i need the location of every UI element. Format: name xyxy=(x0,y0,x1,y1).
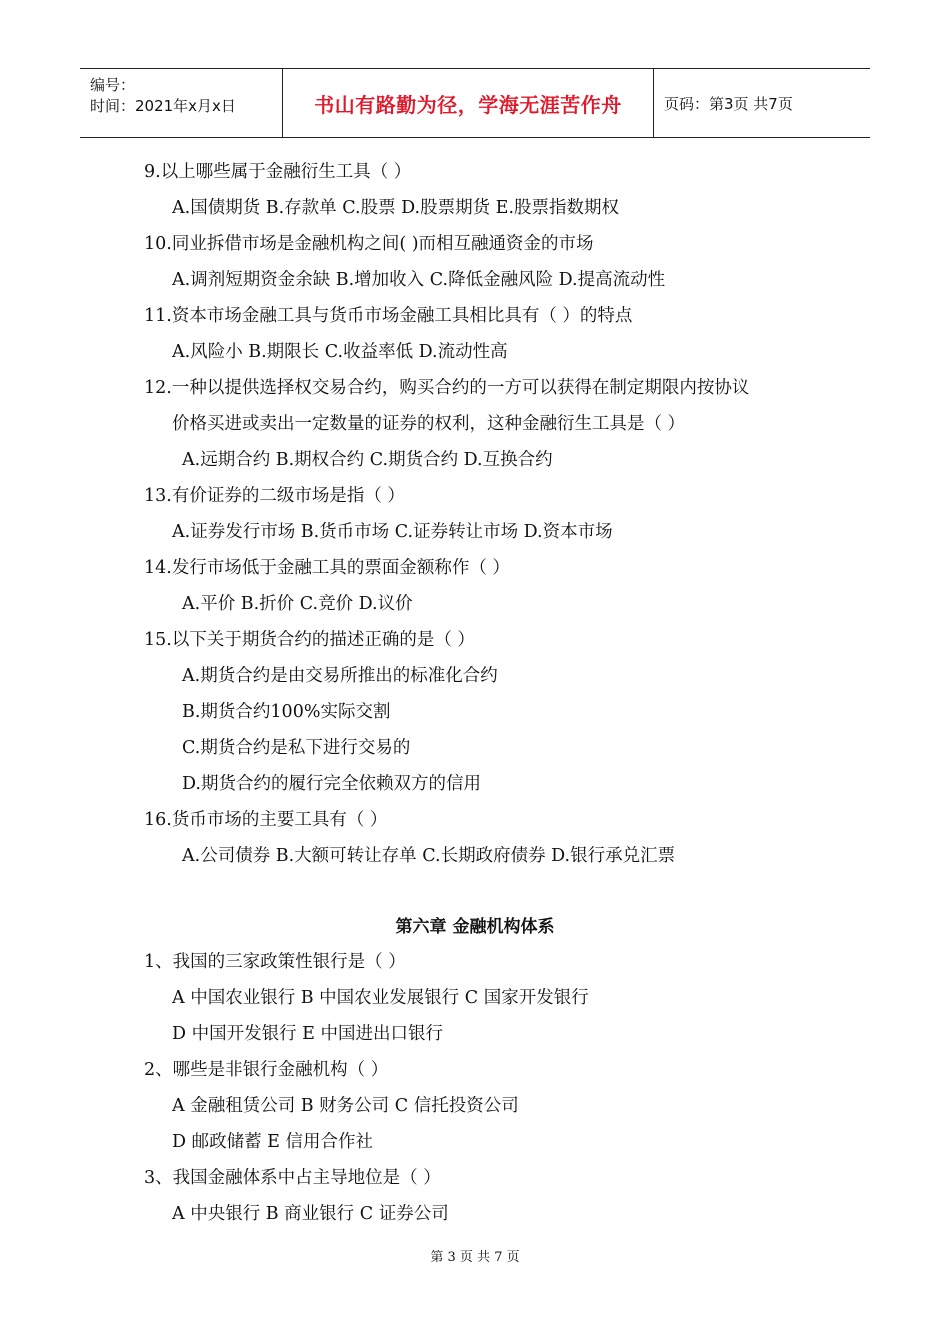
ch6-options-2a: A 金融租赁公司 B 财务公司 C 信托投资公司 xyxy=(172,1096,519,1116)
option-15-b: B.期货合约100%实际交割 xyxy=(182,702,391,722)
options-16: A.公司债券 B.大额可转让存单 C.长期政府债券 D.银行承兑汇票 xyxy=(182,846,676,866)
header-meta xyxy=(80,69,282,137)
ch6-options-3: A 中央银行 B 商业银行 C 证券公司 xyxy=(172,1204,449,1224)
ch6-options-2b: D 邮政储蓄 E 信用合作社 xyxy=(172,1132,373,1152)
question-12-cont: 价格买进或卖出一定数量的证券的权利，这种金融衍生工具是（ ） xyxy=(172,414,686,434)
options-14: A.平价 B.折价 C.竞价 D.议价 xyxy=(182,594,413,614)
header-motto: 书山有路勤为径，学海无涯苦作舟 xyxy=(282,69,654,137)
options-11: A.风险小 B.期限长 C.收益率低 D.流动性高 xyxy=(172,342,508,362)
question-13: 13.有价证券的二级市场是指（ ） xyxy=(144,486,405,506)
question-15: 15.以下关于期货合约的描述正确的是（ ） xyxy=(144,630,475,650)
page-footer: 第 3 页 共 7 页 xyxy=(430,1250,520,1265)
ch6-options-1a: A 中国农业银行 B 中国农业发展银行 C 国家开发银行 xyxy=(172,988,589,1008)
ch6-question-2: 2、哪些是非银行金融机构（ ） xyxy=(144,1060,389,1080)
options-10: A.调剂短期资金余缺 B.增加收入 C.降低金融风险 D.提高流动性 xyxy=(172,270,666,290)
question-11: 11.资本市场金融工具与货币市场金融工具相比具有（ ）的特点 xyxy=(144,306,633,326)
question-14: 14.发行市场低于金融工具的票面金额称作（ ） xyxy=(144,558,510,578)
question-16: 16.货币市场的主要工具有（ ） xyxy=(144,810,388,830)
options-9: A.国债期货 B.存款单 C.股票 D.股票期货 E.股票指数期权 xyxy=(172,198,620,218)
option-15-d: D.期货合约的履行完全依赖双方的信用 xyxy=(182,774,481,794)
question-9: 9.以上哪些属于金融衍生工具（ ） xyxy=(144,162,412,182)
number-label: 编号： xyxy=(90,76,136,94)
question-12: 12.一种以提供选择权交易合约，购买合约的一方可以获得在制定期限内按协议 xyxy=(144,378,750,398)
options-12: A.远期合约 B.期权合约 C.期货合约 D.互换合约 xyxy=(182,450,553,470)
option-15-c: C.期货合约是私下进行交易的 xyxy=(182,738,411,758)
ch6-question-1: 1、我国的三家政策性银行是（ ） xyxy=(144,952,406,972)
chapter-title: 第六章 金融机构体系 xyxy=(395,917,555,937)
ch6-options-1b: D 中国开发银行 E 中国进出口银行 xyxy=(172,1024,443,1044)
time-label: 时间：2021年x月x日 xyxy=(90,97,236,115)
header-page-label: 页码：第3页 共7页 xyxy=(664,94,793,113)
page-header xyxy=(80,68,870,138)
ch6-question-3: 3、我国金融体系中占主导地位是（ ） xyxy=(144,1168,441,1188)
option-15-a: A.期货合约是由交易所推出的标准化合约 xyxy=(182,666,498,686)
options-13: A.证券发行市场 B.货币市场 C.证券转让市场 D.资本市场 xyxy=(172,522,613,542)
question-10: 10.同业拆借市场是金融机构之间( )而相互融通资金的市场 xyxy=(144,234,594,254)
